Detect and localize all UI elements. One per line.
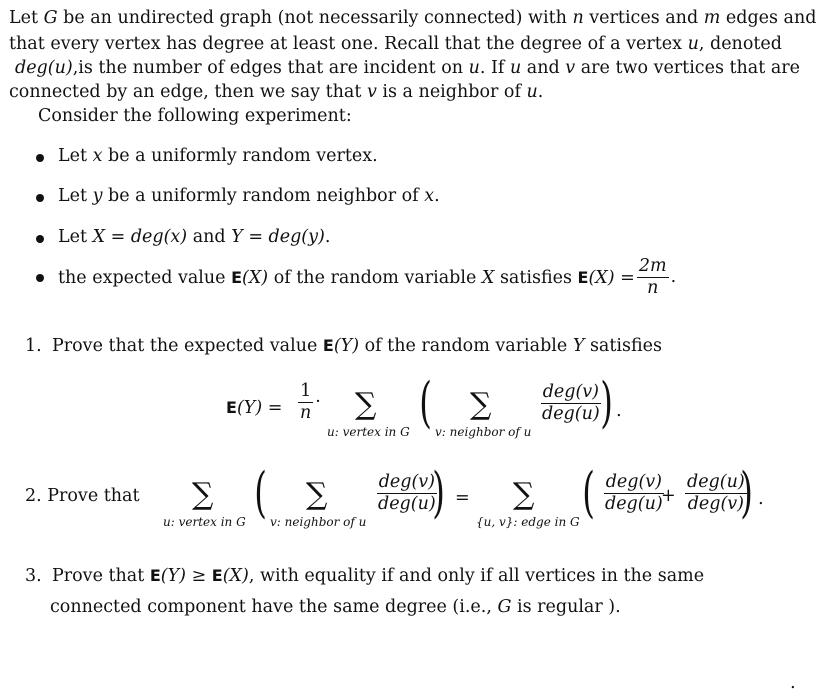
intro-line-2: that every vertex has degree at least one. Recall that the degree of a vertex u, denoted — [9, 34, 782, 54]
corner-dot: . — [790, 672, 796, 693]
q2-left-paren-2: ( — [582, 461, 595, 524]
bullet-1: Let x be a uniformly random vertex. — [58, 146, 378, 166]
q2-equals: = — [455, 488, 470, 508]
q2-sum-3: ∑ — [513, 477, 535, 512]
q2-plus: + — [661, 486, 676, 506]
q2-frac-1: $\frac{\text{deg(v)}}{\text{deg(u)}}$ — [378, 472, 436, 514]
q1-left-paren: ( — [419, 371, 432, 434]
q2-frac-3: $\frac{\text{deg(u)}}{\text{deg(v)}}$ — [687, 472, 745, 514]
bullet-dot-1 — [36, 154, 44, 162]
q2-right-paren-2: ) — [740, 461, 753, 524]
intro-line-3: deg(u),is the number of edges that are incident on u. If u and v are two vertices that are — [15, 58, 800, 78]
intro-line-5: Consider the following experiment: — [38, 106, 352, 126]
q2-sum-2-sub: v: neighbor of u — [270, 515, 367, 529]
q2-left-paren-1: ( — [254, 461, 267, 524]
intro-line-4: connected by an edge, then we say that v is a neighbor of u. — [9, 82, 544, 102]
q3-line-1: Prove that E(Y) ≥ E(X), with equality if and only if all vertices in the same — [52, 566, 705, 586]
bullet-dot-3 — [36, 235, 44, 243]
q2-sum-1: ∑ — [192, 477, 214, 512]
intro-line-1: Let G be an undirected graph (not necessarily connected) with n vertices and m edges and — [9, 8, 816, 28]
q2-frac-2: $\frac{\text{deg(v)}}{\text{deg(u)}}$ — [605, 472, 663, 514]
q1-sum-outer-sub: u: vertex in G — [327, 425, 410, 439]
bullet-dot-4 — [36, 274, 44, 282]
q2-sum-1-sub: u: vertex in G — [163, 515, 246, 529]
q3-line-2: connected component have the same degree (i.e., G is regular ). — [50, 597, 621, 617]
q1-frac-deg: $\frac{\text{deg(v)}}{\text{deg(u)}}$ — [542, 382, 600, 424]
q2-sum-3-sub: {u, v}: edge in G — [476, 515, 580, 529]
q1-end-dot: . — [616, 400, 622, 421]
fraction-2m-over-n: $\frac{2m}{n}$ — [638, 256, 667, 298]
q1-label: 1. — [25, 336, 42, 356]
q2-sum-2: ∑ — [306, 477, 328, 512]
q2-label: 2. Prove that — [25, 486, 140, 506]
q1-lhs: E(Y) = — [226, 398, 283, 418]
q1-sum-outer: ∑ — [355, 387, 377, 422]
q2-end-dot: . — [758, 488, 764, 509]
q2-right-paren-1: ) — [432, 461, 445, 524]
bullet-2: Let y be a uniformly random neighbor of x. — [58, 186, 440, 206]
q3-label: 3. — [25, 566, 42, 586]
q1-sum-inner-sub: v: neighbor of u — [435, 425, 532, 439]
bullet-4: the expected value E(X) of the random variable X satisfies E(X) = $\frac{2m}{n}$ . — [58, 256, 677, 298]
q1-right-paren: ) — [600, 371, 613, 434]
q1-frac-1-over-n: $\frac{1}{n}$ · — [300, 381, 321, 423]
bullet-dot-2 — [36, 194, 44, 202]
q1-text: Prove that the expected value E(Y) of the random variable Y satisfies — [52, 336, 662, 356]
q1-sum-inner: ∑ — [470, 387, 492, 422]
bullet-3: Let X = deg(x) and Y = deg(y). — [58, 227, 331, 247]
